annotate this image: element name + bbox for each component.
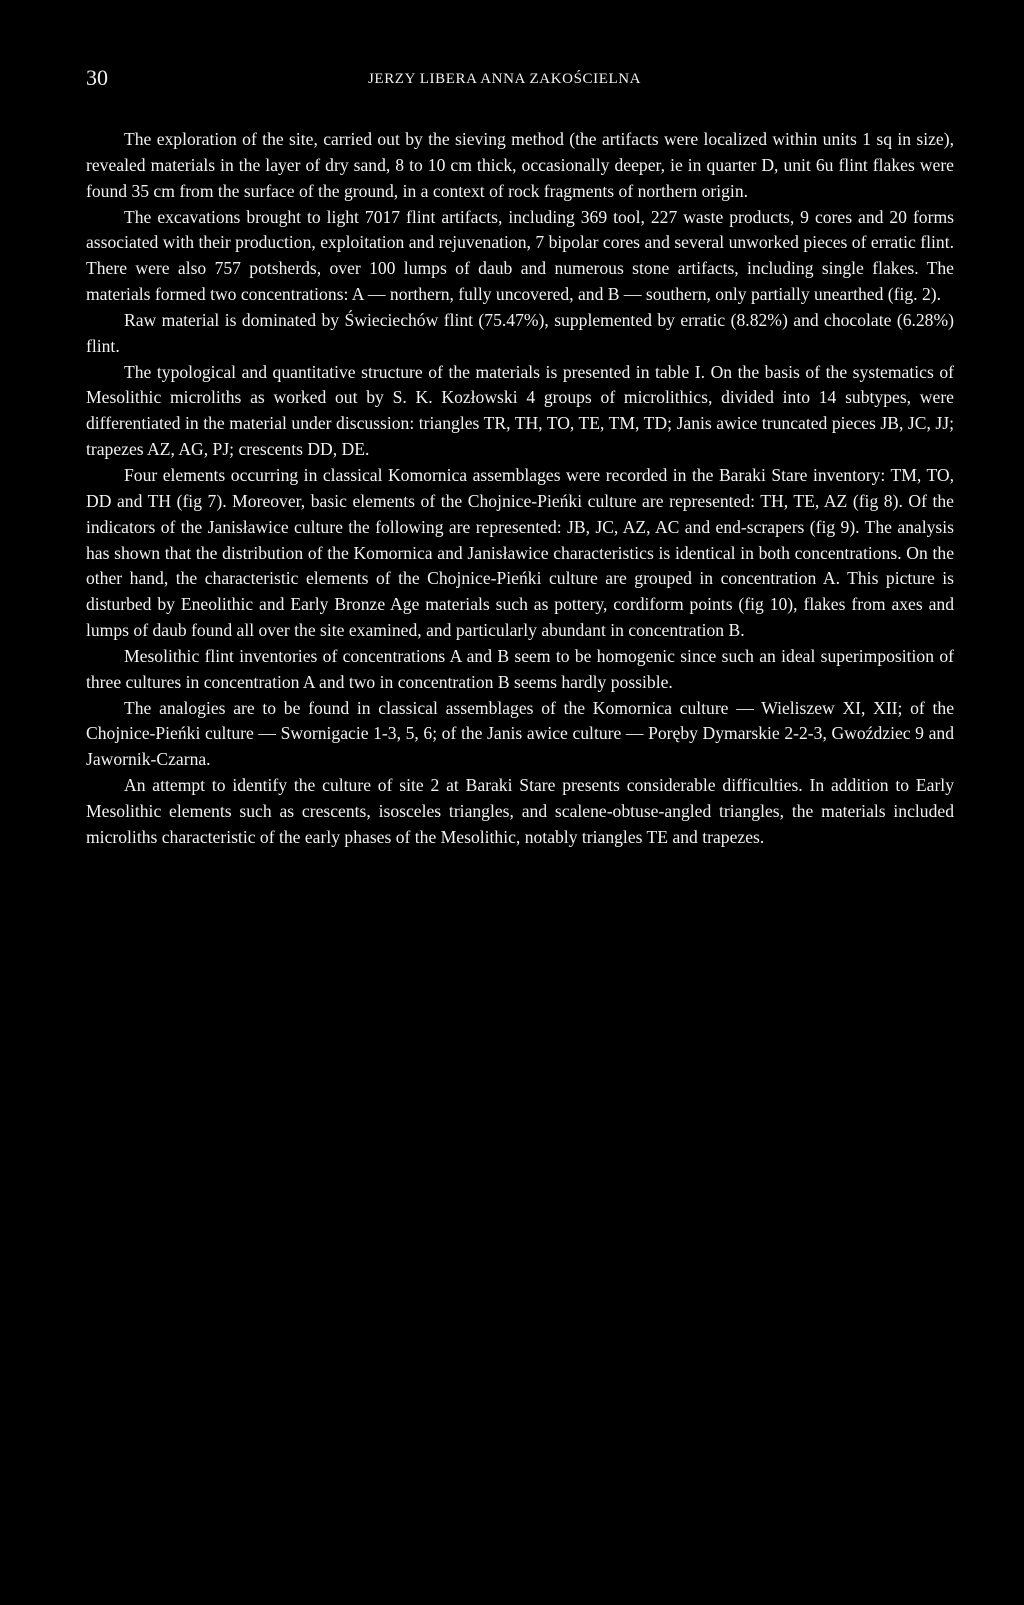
- paragraph-komornica-elements: Four elements occurring in classical Komornica assemblages were recorded in the Baraki Stare inventory: TM, TO, DD and TH (fig 7). Moreover, basic elements of the Chojnice-Pieńki culture are represented: TH, TE, AZ (fig 8). Of the indicators of the Janisławice culture the following are represented: JB, JC, AZ, AC and end-scrapers (fig 9). The analysis has shown that the distribution of the Komornica and Janisławice characteristics is identical in both concentrations. On the other hand, the characteristic elements of the Chojnice-Pieńki culture are grouped in concentration A. This picture is disturbed by Eneolithic and Early Bronze Age materials such as pottery, cordiform points (fig 10), flakes from axes and lumps of daub found all over the site examined, and particularly abundant in concentration B.: [86, 464, 954, 641]
- paragraph-typology: The typological and quantitative structure of the materials is presented in table I. On the basis of the systematics of Mesolithic microliths as worked out by S. K. Kozłowski 4 groups of microlithics, divided into 14 subtypes, were differentiated in the material under discussion: triangles TR, TH, TO, TE, TM, TD; Janis awice truncated pieces JB, JC, JJ; trapezes AZ, AG, PJ; crescents DD, DE.: [86, 361, 954, 460]
- page-header: [86, 63, 954, 93]
- paragraph-exploration: The exploration of the site, carried out by the sieving method (the artifacts were localized within units 1 sq in size), revealed materials in the layer of dry sand, 8 to 10 cm thick, occasionally deeper, ie in quarter D, unit 6u flint flakes were found 35 cm from the surface of the ground, in a context of rock fragments of northern origin.: [86, 129, 954, 201]
- paragraph-raw-material: Raw material is dominated by Świeciechów flint (75.47%), supplemented by erratic (8.82%) and chocolate (6.28%) flint.: [86, 309, 954, 356]
- paragraph-culture-identification: An attempt to identify the culture of site 2 at Baraki Stare presents considerable difficulties. In addition to Early Mesolithic elements such as crescents, isosceles triangles, and scalene-obtuse-angled triangles, the materials included microliths characteristic of the early phases of the Mesolithic, notably triangles TE and trapezes.: [86, 775, 954, 847]
- body-text: [86, 127, 954, 851]
- paragraph-excavations: The excavations brought to light 7017 flint artifacts, including 369 tool, 227 waste products, 9 cores and 20 forms associated with their production, exploitation and rejuvenation, 7 bipolar cores and several unworked pieces of erratic flint. There were also 757 potsherds, over 100 lumps of daub and numerous stone artifacts, including single flakes. The materials formed two concentrations: A — northern, fully uncovered, and B — southern, only partially unearthed (fig. 2).: [86, 206, 954, 305]
- running-head: JERZY LIBERA ANNA ZAKOŚCIELNA: [368, 71, 642, 87]
- paragraph-homogeneity: Mesolithic flint inventories of concentrations A and B seem to be homogenic since such an ideal superimposition of three cultures in concentration A and two in concentration B seems hardly possible.: [86, 645, 954, 692]
- page-number: 30: [86, 65, 108, 90]
- paragraph-analogies: The analogies are to be found in classical assemblages of the Komornica culture — Wieliszew XI, XII; of the Chojnice-Pieńki culture — Swornigacie 1-3, 5, 6; of the Janis awice culture — Poręby Dymarskie 2-2-3, Gwoździec 9 and Jawornik-Czarna.: [86, 697, 954, 770]
